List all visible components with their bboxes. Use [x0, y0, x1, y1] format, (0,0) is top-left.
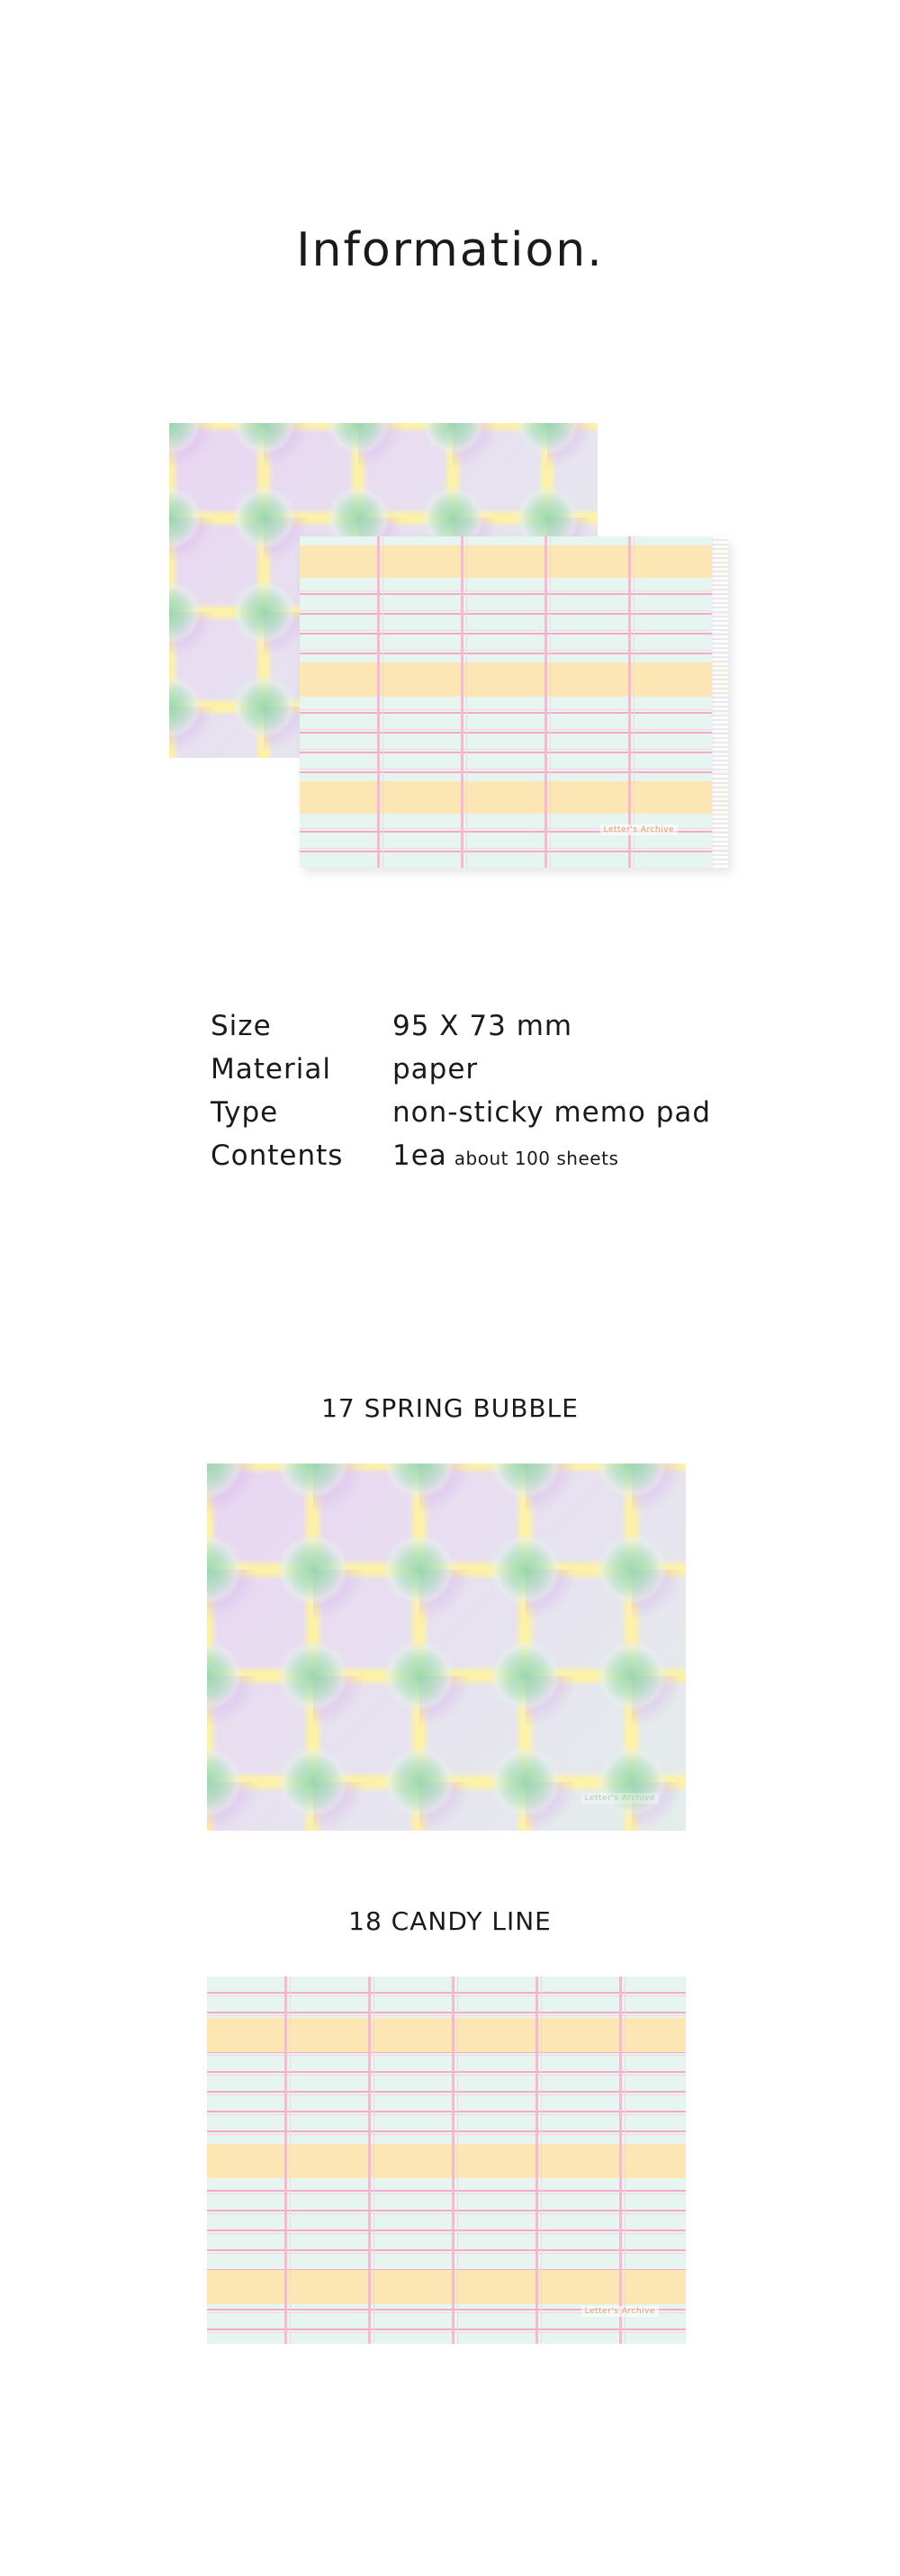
page-title: Information.: [296, 223, 604, 277]
spec-label: Size: [211, 1010, 272, 1042]
candy-line-pad-image: [300, 536, 728, 868]
option-title-spring-bubble: 17 SPRING BUBBLE: [321, 1393, 579, 1423]
spec-label: Type: [211, 1096, 279, 1129]
spring-bubble-sample-image: [207, 1464, 686, 1831]
brand-mark: Letter's Archive: [581, 1793, 659, 1804]
spec-value: non-sticky memo pad: [392, 1096, 712, 1129]
spec-row-size: [211, 1010, 751, 1053]
spec-value: 1ea: [392, 1139, 447, 1172]
spec-table: [211, 1010, 751, 1183]
brand-mark: Letter's Archive: [581, 2306, 659, 2317]
brand-mark: Letter's Archive: [600, 824, 678, 835]
spec-row-contents: [211, 1139, 751, 1183]
spec-value: paper: [392, 1053, 479, 1085]
spec-note: about 100 sheets: [454, 1148, 619, 1169]
spec-value: 95 X 73 mm: [392, 1010, 573, 1042]
spec-row-type: [211, 1096, 751, 1139]
spec-row-material: [211, 1053, 751, 1096]
option-title-candy-line: 18 CANDY LINE: [348, 1906, 552, 1936]
spec-label: Material: [211, 1053, 331, 1085]
candy-line-sample-image: [207, 1977, 686, 2344]
spec-label: Contents: [211, 1139, 344, 1172]
